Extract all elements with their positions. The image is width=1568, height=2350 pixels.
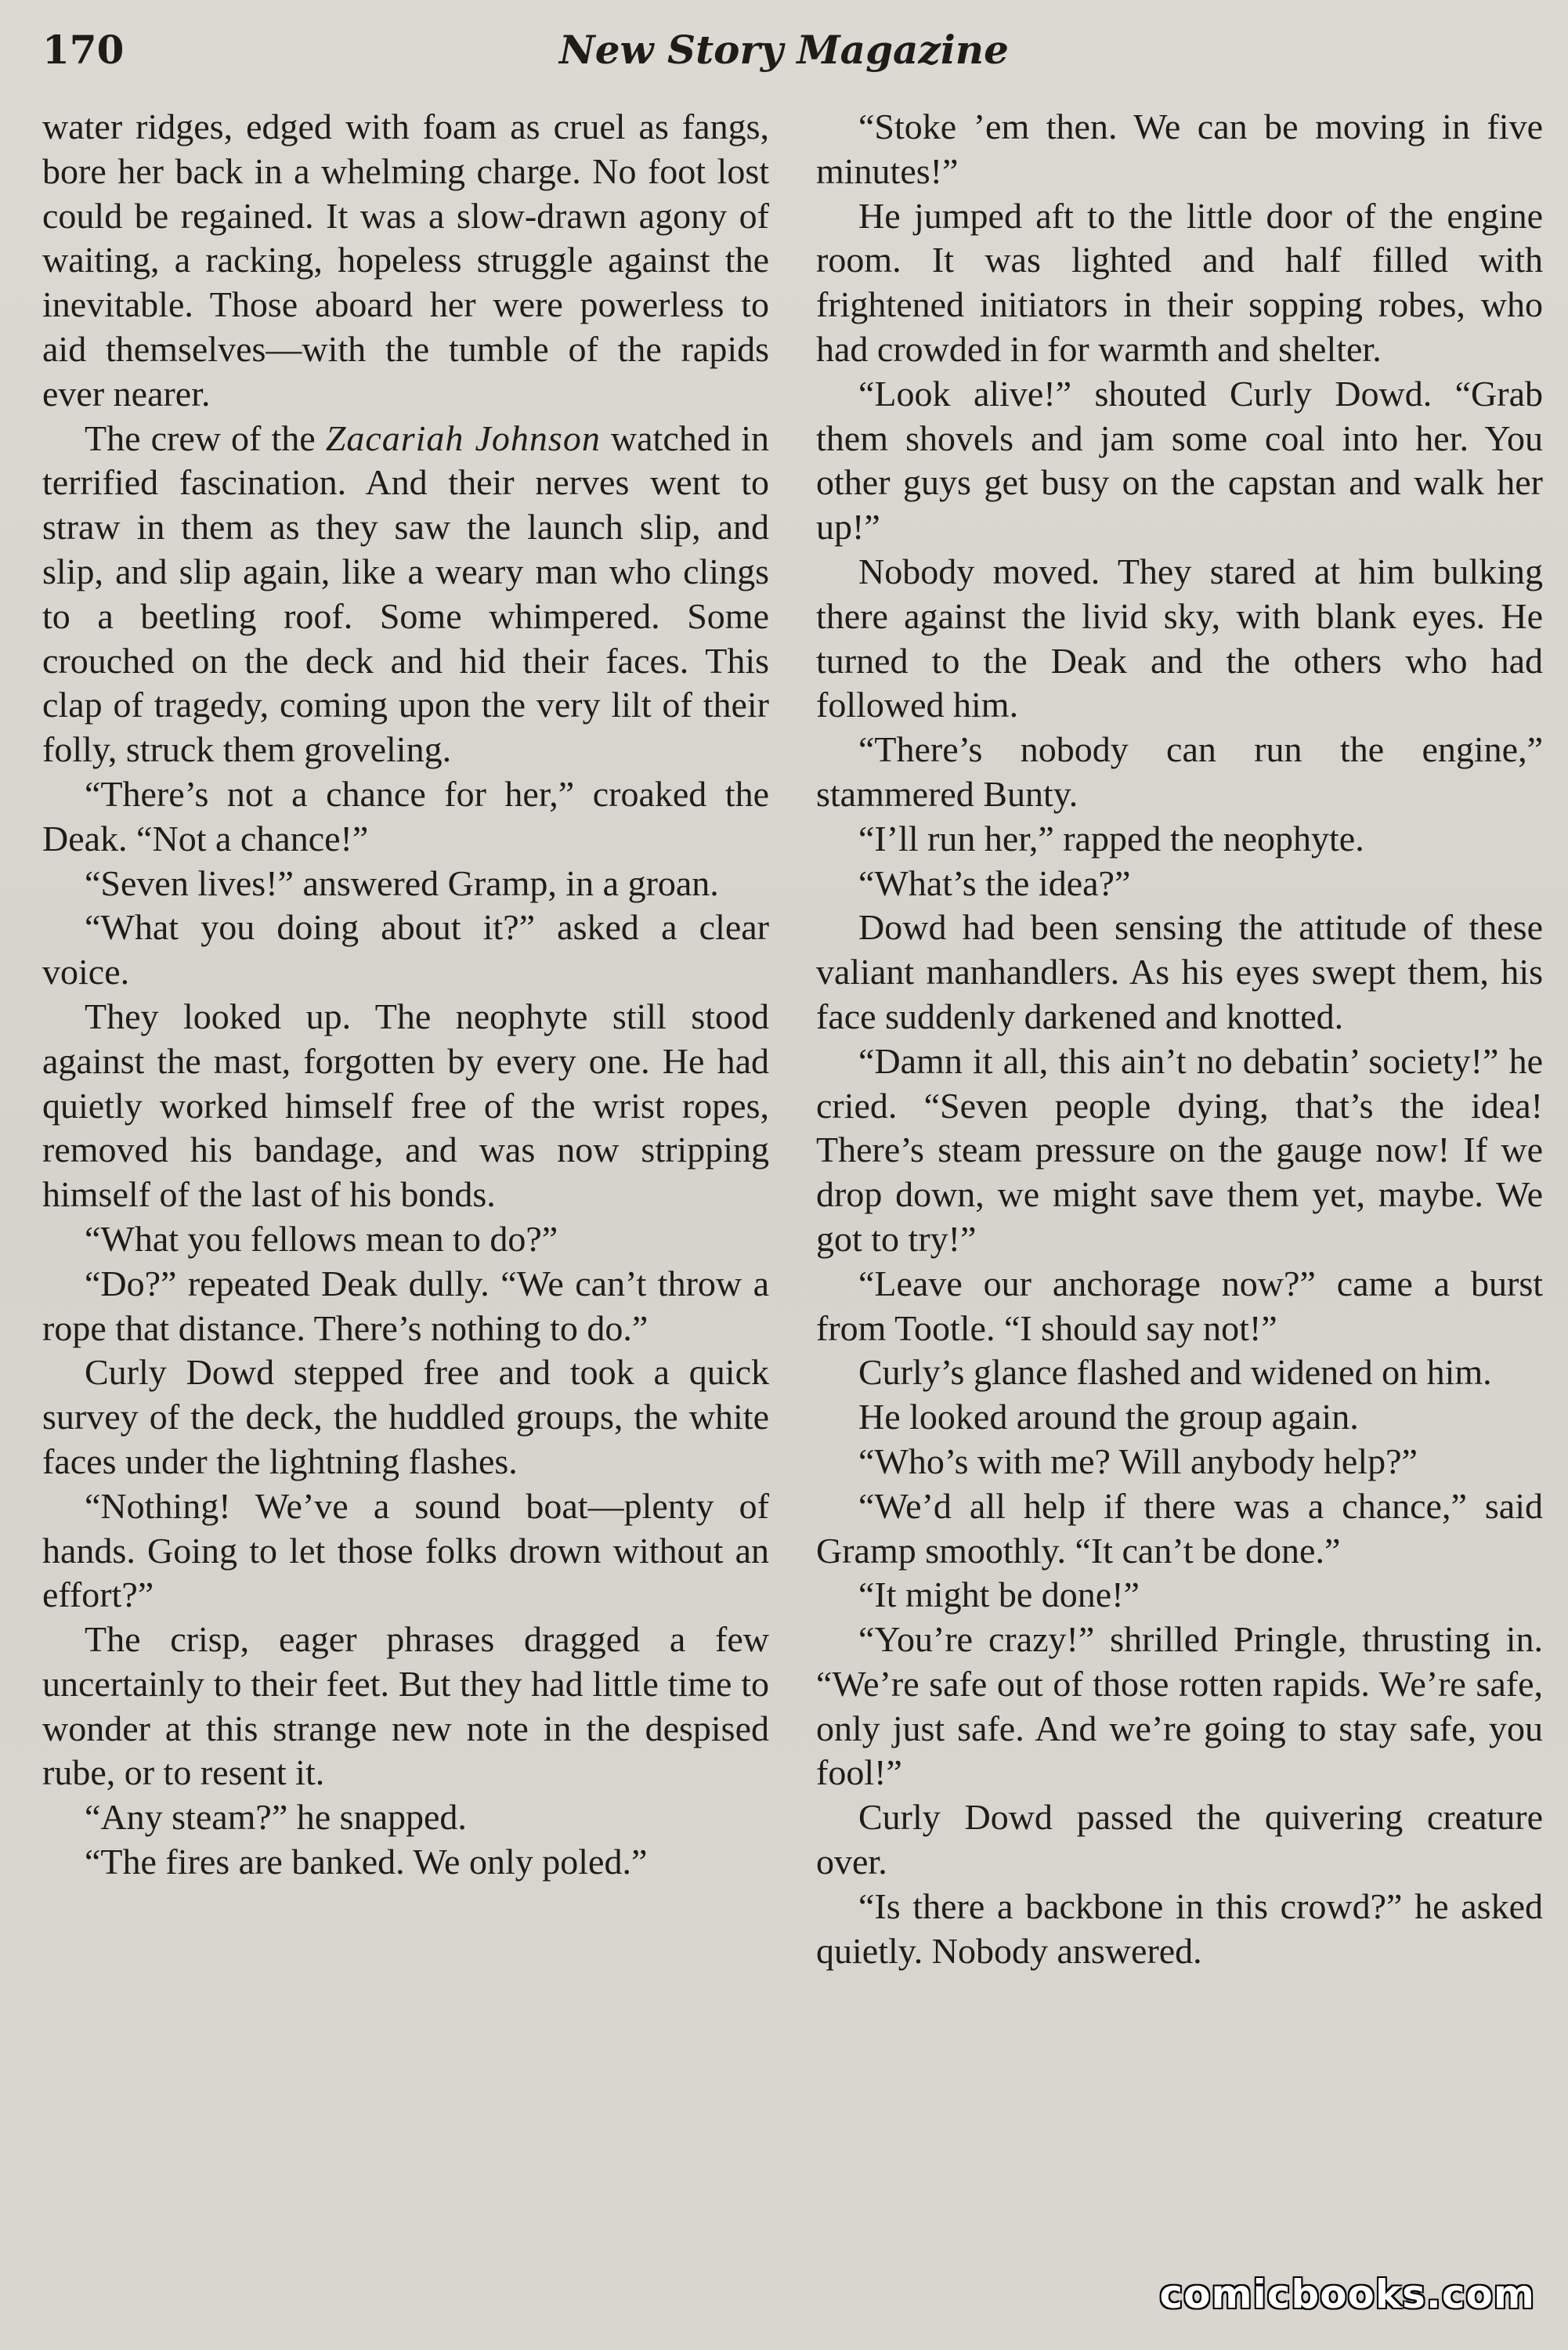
paragraph-text: watched in terrified fascination. And their nerves went to straw in them as they saw the launch slip, and slip, and slip again, like a weary man who clings to a beetling roof. Some whimpered. Some crouched on the deck and hid their faces. This clap of tragedy, coming upon the very lilt of their folly, struck them groveling.: [42, 418, 769, 770]
page-header: [0, 19, 1568, 81]
paragraph: “Seven lives!” answered Gramp, in a groan.: [85, 862, 719, 903]
paragraph: “There’s not a chance for her,” croaked the Deak. “Not a chance!”: [42, 773, 769, 859]
paragraph: “Nothing! We’ve a sound boat—plenty of hands. Going to let those folks drown without an effort?”: [42, 1485, 769, 1615]
paragraph: “Is there a backbone in this crowd?” he asked quietly. Nobody answered.: [816, 1885, 1543, 1971]
paragraph: Nobody moved. They stared at him bulking there against the livid sky, with blank eyes. He turned to the Deak and the others who had followed him.: [816, 551, 1543, 725]
paragraph: “What’s the idea?”: [858, 862, 1131, 903]
paragraph: “What you doing about it?” asked a clear voice.: [42, 907, 769, 992]
paragraph: Curly Dowd stepped free and took a quick survey of the deck, the huddled groups, the white faces under the lightning flashes.: [42, 1352, 769, 1481]
paragraph: “It might be done!”: [858, 1574, 1140, 1615]
paragraph: “We’d all help if there was a chance,” said Gramp smoothly. “It can’t be done.”: [816, 1485, 1543, 1571]
paragraph: [42, 417, 769, 772]
paragraph: water ridges, edged with foam as cruel as fangs, bore her back in a whelming charge. No foot lost could be regained. It was a slow-drawn agony of waiting, a racking, hopeless struggle against the inevitable. Those aboard her were powerless to aid themselves—with the tumble of the rapids ever nearer.: [42, 107, 769, 414]
paragraph: He looked around the group again.: [858, 1397, 1359, 1437]
paragraph: The crisp, eager phrases dragged a few uncertainly to their feet. But they had little time to wonder at this strange new note in the despised rube, or to resent it.: [42, 1619, 769, 1793]
paragraph: “You’re crazy!” shrilled Pringle, thrusting in. “We’re safe out of those rotten rapids. We’re safe, only just safe. And we’re going to stay safe, you fool!”: [816, 1619, 1543, 1793]
paragraph: “There’s nobody can run the engine,” stammered Bunty.: [816, 729, 1543, 814]
left-column: [42, 105, 769, 2322]
page-number: 170: [42, 27, 125, 73]
site-watermark: comicbooks.com: [1159, 2272, 1535, 2317]
paragraph: “Stoke ’em then. We can be moving in five minutes!”: [816, 107, 1543, 191]
paragraph: Dowd had been sensing the attitude of these valiant manhandlers. As his eyes swept them, his face suddenly darkened and knotted.: [816, 907, 1543, 1036]
paragraph: “I’ll run her,” rapped the neophyte.: [858, 818, 1364, 859]
paragraph: “Who’s with me? Will anybody help?”: [858, 1441, 1418, 1481]
ship-name: Zacariah Johnson: [325, 418, 601, 458]
paragraph: “The fires are banked. We only poled.”: [85, 1842, 648, 1882]
paragraph: He jumped aft to the little door of the engine room. It was lighted and half filled with frightened initiators in their sopping robes, who had crowded in for warmth and shelter.: [816, 195, 1543, 369]
paragraph: “Damn it all, this ain’t no debatin’ society!” he cried. “Seven people dying, that’s the idea! There’s steam pressure on the gauge now! If we drop down, we might save them yet, maybe. We got to try!”: [816, 1040, 1543, 1259]
paragraph: “What you fellows mean to do?”: [85, 1218, 558, 1259]
paragraph: “Do?” repeated Deak dully. “We can’t throw a rope that distance. There’s nothing to do.”: [42, 1263, 769, 1348]
paragraph-text: The crew of the: [85, 418, 326, 458]
paragraph: Curly’s glance flashed and widened on him.: [858, 1352, 1492, 1393]
magazine-title: New Story Magazine: [559, 27, 1009, 73]
paragraph: “Look alive!” shouted Curly Dowd. “Grab them shovels and jam some coal into her. You other guys get busy on the capstan and walk her up!”: [816, 373, 1543, 548]
paragraph: “Leave our anchorage now?” came a burst from Tootle. “I should say not!”: [816, 1263, 1543, 1348]
right-column: [816, 105, 1543, 2322]
paragraph: Curly Dowd passed the quivering creature over.: [816, 1797, 1543, 1882]
paragraph: They looked up. The neophyte still stood against the mast, forgotten by every one. He had quietly worked himself free of the wrist ropes, removed his bandage, and was now stripping himself of the last of his bonds.: [42, 996, 769, 1215]
paragraph: “Any steam?” he snapped.: [85, 1797, 467, 1838]
